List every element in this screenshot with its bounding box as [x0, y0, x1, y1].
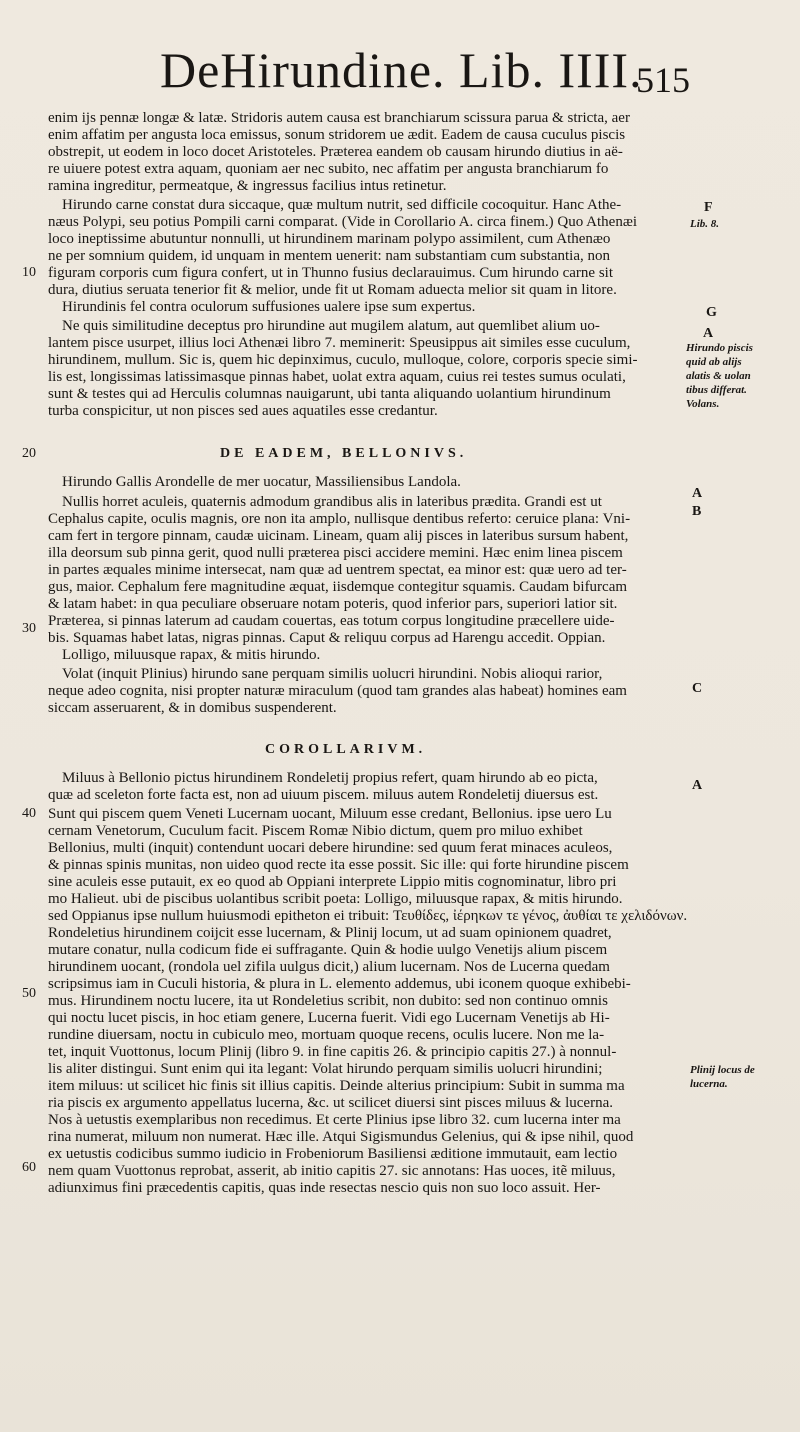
text-line: figuram corporis cum figura confert, ut in Thunno fusius declarauimus. Cum hirundo carne sit	[48, 265, 614, 281]
margin-letter: C	[692, 681, 703, 696]
text-line: lis est, longissimas latissimasque pinnas habet, uolat extra aquam, cuius rei testes sumus oculati,	[48, 369, 626, 385]
section-heading: DE EADEM, BELLONIVS.	[220, 446, 468, 461]
margin-note: quid ab alijs	[686, 356, 742, 368]
text-line: nem quam Vuottonus reprobat, asserit, ab initio capitis 27. sic annotans: Has uoces, itẽ miluus,	[48, 1163, 616, 1179]
text-line: tet, inquit Vuottonus, locum Plinij (libro 9. in fine capitis 26. & principio capitis 27.) à nonnul-	[48, 1044, 617, 1060]
text-line: gus, maior. Cephalum fere magnitudine æquat, iisdemque contegitur squamis. Caudam bifurcam	[48, 579, 628, 595]
text-line: ramina ingreditur, permeatque, & ingressus facilius intus retinetur.	[48, 178, 447, 194]
text-line: & latam habet: in qua peculiare obseruare notam poteris, quod inferior pars, superiori latior sit.	[48, 596, 618, 612]
text-line: hirundinem uocant, (rondola uel zifila uulgus dicit,) alium lucernam. Nos de Lucerna quedam	[48, 959, 610, 975]
text-line: loco ineptissime abutuntur nonnulli, ut hirundinem marinam polypo assimilent, cum Athenæo	[48, 231, 611, 247]
margin-letter: G	[706, 305, 717, 320]
margin-note: Volans.	[686, 398, 720, 410]
margin-letter: A	[692, 778, 703, 793]
line-number: 10	[22, 265, 36, 280]
text-line: lantem pisce usurpet, illius loci Athenæi libro 7. meminerit: Speusippus ait similes esse cuculum,	[48, 335, 631, 351]
text-line: cam fert in tergore pinnam, caudæ uicinam. Lineam, quam alij pisces in lateribus sursum habent,	[48, 528, 629, 544]
text-line: rundine diuersam, noctu in cubiculo meo, mortuam quoque recens, oculis lucere. Non me la-	[48, 1027, 605, 1043]
margin-letter: F	[704, 200, 713, 215]
text-line: scripsimus iam in Cuculi historia, & plura in L. elemento addemus, ubi iconem quoque exhibebi-	[48, 976, 631, 992]
text-line: dura, diutius seruata tenerior fit & melior, unde fit ut Romam aduecta melior sit quam in litore.	[48, 282, 617, 298]
line-number: 40	[22, 806, 36, 821]
text-line: Miluus à Bellonio pictus hirundinem Rondeletij propius refert, quam hirundo ab eo picta,	[62, 770, 598, 786]
text-line: ne per somnium quidem, id unquam in mentem uenerit: nam substantiam cum substantia, non	[48, 248, 610, 264]
text-line: rina numerat, miluum non numerat. Hæc ille. Atqui Sigismundus Gelenius, qui & ipse nihil, quod	[48, 1129, 634, 1145]
text-line: sunt & testes qui ad Herculis columnas nauigarunt, ubi tanta aliquando uolantium hirundinum	[48, 386, 611, 402]
text-line: Hirundo carne constat dura siccaque, quæ multum nutrit, sed difficile cocoquitur. Hanc Athe-	[62, 197, 622, 213]
text-line: sine aculeis esse putauit, ex eo quod ab Oppiani interprete Lippio mitis cognominatur, libro pri	[48, 874, 617, 890]
margin-note: Plinij locus de	[690, 1064, 755, 1076]
text-line: in partes æquales minime intersecat, nam quæ ad uentrem spectat, ea minor est: quæ uero ad ter-	[48, 562, 627, 578]
section-heading: COROLLARIVM.	[265, 742, 427, 757]
text-line: lis aliter distingui. Sunt enim qui ita legant: Volat hirundo perquam similis uolucri hirundini;	[48, 1061, 603, 1077]
line-number: 30	[22, 621, 36, 636]
text-line: & pinnas spinis munitas, non uideo quod recte ita esse possit. Sic ille: qui forte hirundine piscem	[48, 857, 629, 873]
text-line: item miluus: ut scilicet hic finis sit illius capitis. Deinde alterius principium: Subit in summa ma	[48, 1078, 625, 1094]
text-line: Bellonius, multi (inquit) contendunt uocari debere hirundine: sed quum ferat minaces aculeos,	[48, 840, 613, 856]
text-line: enim affatim per angusta loca emissus, sonum stridorem ue ædit. Eadem de causa cuculus piscis	[48, 127, 626, 143]
text-line: obstrepit, ut eodem in loco docet Aristoteles. Præterea eandem ob causam hirundo diutius in aë-	[48, 144, 623, 160]
text-line: qui noctu lucet piscis, in hoc etiam genere, Lucerna fuerit. Vidi ego Lucernam Venetijs ab Hi-	[48, 1010, 610, 1026]
text-line: Nos à uetustis exemplaribus non recedimus. Et certe Plinius ipse libro 32. cum lucerna inter ma	[48, 1112, 621, 1128]
line-number: 50	[22, 986, 36, 1001]
text-line: mo Halieut. ubi de piscibus uolantibus scribit poeta: Lolligo, miluusque rapax, & mitis hirundo.	[48, 891, 623, 907]
text-line: Lolligo, miluusque rapax, & mitis hirundo.	[62, 647, 321, 663]
margin-note: alatis & uolan	[686, 370, 751, 382]
margin-note: Hirundo piscis	[686, 342, 753, 354]
margin-note-reference: Lib. 8.	[690, 218, 720, 230]
text-line: Cephalus capite, oculis magnis, ore non ita amplo, nullisque dentibus referto: ceruice plana: Vni-	[48, 511, 631, 527]
text-line: Præterea, si pinnas laterum ad caudam couertas, eas totum corpus longitudine præcellere uide-	[48, 613, 615, 629]
text-line: Sunt qui piscem quem Veneti Lucernam uocant, Miluum esse credant, Bellonius. ipse uero Lu	[48, 806, 612, 822]
text-line: illa deorsum sub pinna gerit, quod nulli præterea pisci accidere memini. Hæc enim linea piscem	[48, 545, 623, 561]
text-line: Rondeletius hirundinem coijcit esse lucernam, & Plinij locum, ut ad suam opinionem quadret,	[48, 925, 612, 941]
text-line: siccam asseruarent, & in domibus suspenderent.	[48, 700, 337, 716]
text-line: adiunximus fini præcedentis capitis, quas inde resectas nescio quis non suo loco assuit. Her-	[48, 1180, 601, 1196]
text-line: cernam Venetorum, Cuculum facit. Piscem Romæ Nibio dictum, quem pro miluo exhibet	[48, 823, 583, 839]
text-line: sed Oppianus ipse nullum huiusmodi epitheton ei tribuit: Τευθίδες, ἰέρηκων τε γένος, ἀυθίαι τε χελιδόνων.	[48, 908, 688, 924]
text-line: mus. Hirundinem noctu lucere, ita ut Rondeletius scribit, non dubito: sed non continuo omnis	[48, 993, 608, 1009]
text-line: Nullis horret aculeis, quaternis admodum grandibus alis in lateribus prædita. Grandi est ut	[62, 494, 602, 510]
text-line: enim ijs pennæ longæ & latæ. Stridoris autem causa est branchiarum scissura parua & stricta, aer	[48, 110, 630, 126]
margin-letter: A	[703, 326, 714, 341]
text-line: turba conspicitur, ut non pisces sed aues aquatiles esse credantur.	[48, 403, 438, 419]
text-line: Hirundo Gallis Arondelle de mer uocatur, Massiliensibus Landola.	[62, 474, 461, 490]
line-number: 60	[22, 1160, 36, 1175]
text-line: quæ ad sceleton forte facta est, non ad uiuum piscem. miluus autem Rondeletij diuersus est.	[48, 787, 599, 803]
text-line: næus Polypi, seu potius Pompili carni comparat. (Vide in Corollario A. circa finem.) Quo Athenæi	[48, 214, 638, 230]
text-line: hirundinem, mullum. Sic is, quem hic depinximus, cuculo, mulloque, colore, corporis specie simi-	[48, 352, 638, 368]
margin-letter: A	[692, 486, 703, 501]
margin-note: tibus differat.	[686, 384, 747, 396]
text-line: bis. Squamas habet latas, nigras pinnas. Caput & reliquu corpus ad Harengu accedit. Oppian.	[48, 630, 606, 646]
running-title: DeHirundine. Lib. IIII.	[160, 42, 643, 98]
text-line: ria piscis ex argumento appellatus lucerna, &c. ut scilicet diuersi sint pisces miluus & lucerna.	[48, 1095, 613, 1111]
margin-note: lucerna.	[690, 1078, 728, 1090]
text-line: ex uetustis codicibus summo iudicio in Frobeniorum Basiliensi æditione immutauit, eam lectio	[48, 1146, 618, 1162]
text-line: re uiuere potest extra aquam, quoniam aer nec subito, nec affatim per angusta branchiarum fo	[48, 161, 609, 177]
line-number: 20	[22, 446, 36, 461]
margin-letter: B	[692, 504, 702, 519]
text-line: neque adeo cognita, nisi propter naturæ miraculum (quod tam grandes alas habeat) homines eam	[48, 683, 627, 699]
text-line: Volat (inquit Plinius) hirundo sane perquam similis uolucri hirundini. Nobis alioqui rarior,	[62, 666, 603, 682]
text-line: mutare conatur, nulla codicum fide ei suffragante. Quin & hodie uulgo Venetijs alium piscem	[48, 942, 608, 958]
text-line: Ne quis similitudine deceptus pro hirundine aut mugilem alatum, aut quemlibet alium uo-	[62, 318, 600, 334]
text-line: Hirundinis fel contra oculorum suffusiones ualere ipse sum expertus.	[62, 299, 476, 315]
page-number: 515	[636, 60, 690, 100]
